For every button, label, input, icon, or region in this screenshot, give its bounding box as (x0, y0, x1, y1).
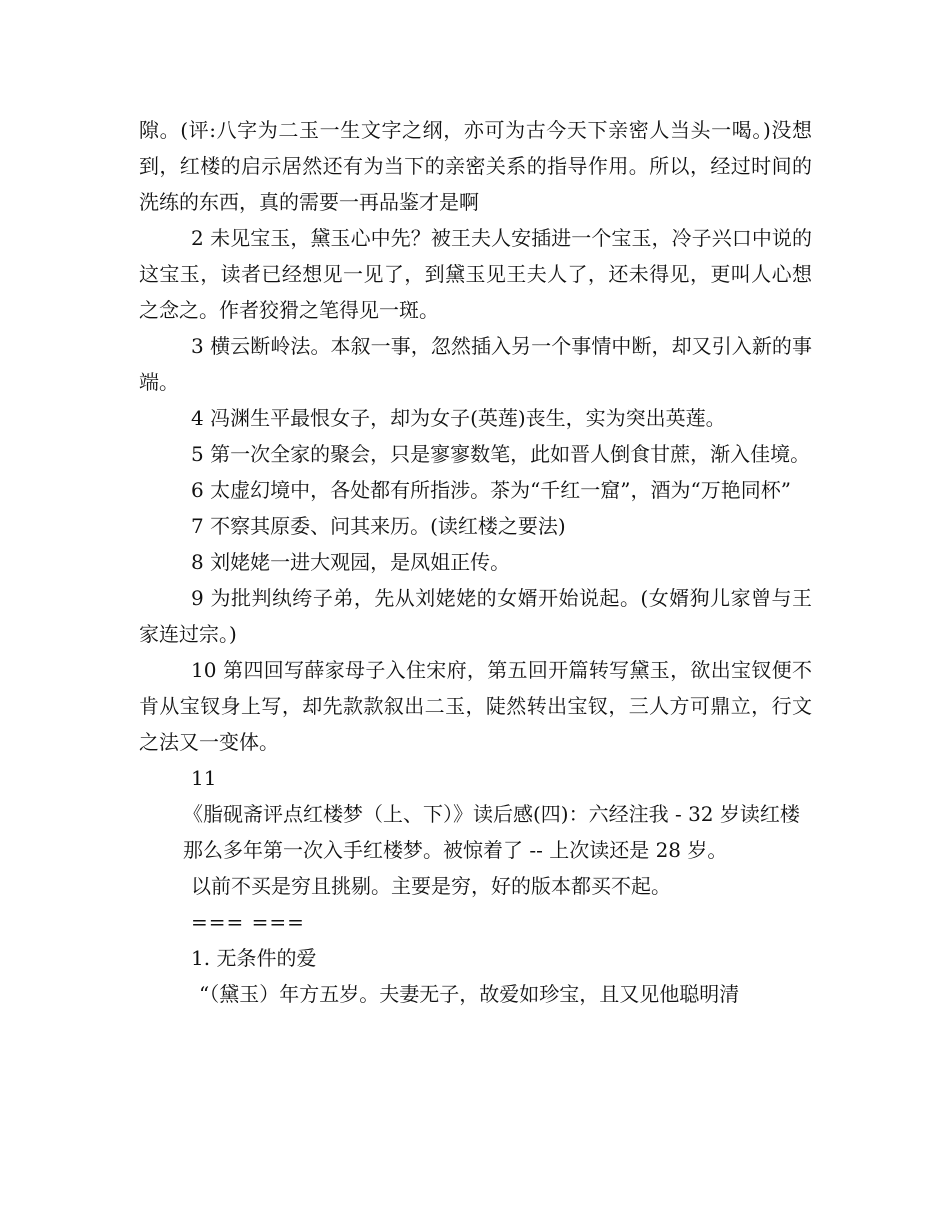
document-body (139, 112, 812, 1012)
quote-paragraph: “（黛玉）年方五岁。夫妻无子，故爱如珍宝，且又见他聪明清 (199, 982, 740, 1006)
paragraph-intro: 那么多年第一次入手红楼梦。被惊着了 -- 上次读还是 28 岁。 (183, 838, 728, 862)
paragraph-continuation: 隙。(评:八字为二玉一生文字之纲，亦可为古今天下亲密人当头一喝。)没想到，红楼的启示居然还有为当下的亲密关系的指导作用。所以，经过时间的洗练的东西，真的需要一再品鉴才是啊 (139, 118, 812, 214)
paragraph-item-5: 5 第一次全家的聚会，只是寥寥数笔，此如晋人倒食甘蔗，渐入佳境。 (191, 442, 811, 466)
section-heading: 《脂砚斋评点红楼梦（上、下）》读后感(四)：六经注我 - 32 岁读红楼 (183, 802, 800, 826)
paragraph-item-2: 2 未见宝玉，黛玉心中先？被王夫人安插进一个宝玉，冷子兴口中说的这宝玉，读者已经想见一见了，到黛玉见王夫人了，还未得见，更叫人心想之念之。作者狡猾之笔得见一斑。 (139, 226, 812, 322)
paragraph-item-8: 8 刘姥姥一进大观园，是凤姐正传。 (191, 550, 511, 574)
paragraph-item-4: 4 冯渊生平最恨女子，却为女子(英莲)丧生，实为突出英莲。 (191, 406, 726, 430)
paragraph-reason: 以前不买是穷且挑剔。主要是穷，好的版本都买不起。 (191, 874, 671, 898)
paragraph-item-3: 3 横云断岭法。本叙一事，忽然插入另一个事情中断，却又引入新的事端。 (139, 334, 812, 394)
separator-line: === === (191, 910, 305, 934)
paragraph-item-10: 10 第四回写薛家母子入住宋府，第五回开篇转写黛玉，欲出宝钗便不肯从宝钗身上写，却先款款叙出二玉，陡然转出宝钗，三人方可鼎立，行文之法又一变体。 (139, 658, 812, 754)
paragraph-item-11: 11 (191, 766, 217, 790)
paragraph-item-6: 6 太虚幻境中，各处都有所指涉。茶为“千红一窟”，酒为“万艳同杯” (191, 478, 791, 502)
paragraph-item-7: 7 不察其原委、问其来历。(读红楼之要法) (191, 514, 566, 538)
paragraph-item-9: 9 为批判纨绔子弟，先从刘姥姥的女婿开始说起。(女婿狗儿家曾与王家连过宗。) (139, 586, 812, 646)
subheading-unconditional-love: 1. 无条件的爱 (191, 946, 317, 970)
